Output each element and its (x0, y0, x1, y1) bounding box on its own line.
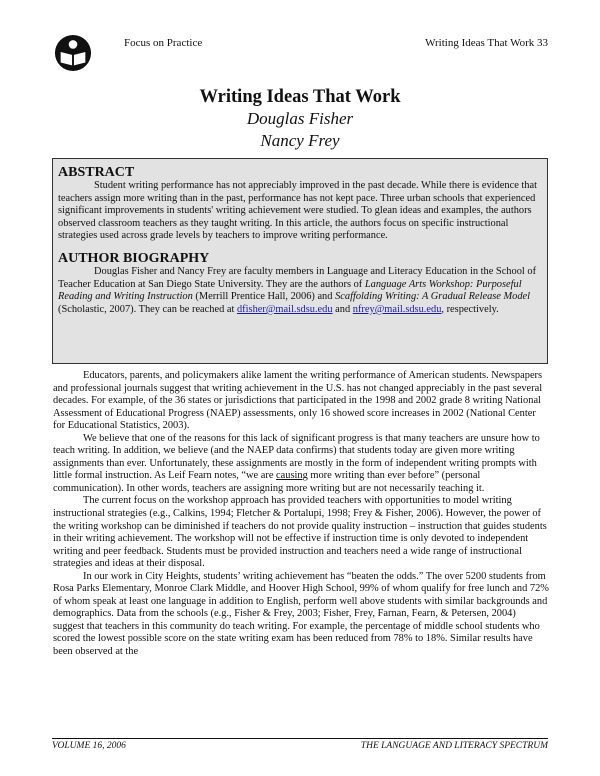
bio-text-1: Douglas Fisher and Nancy Frey are faculty members in Language and Literacy Education in the School of Teacher Education at San Diego State University. They are the authors of (58, 265, 537, 290)
footer-journal: THE LANGUAGE AND LITERACY SPECTRUM (360, 741, 548, 751)
article-title: Writing Ideas That Work (199, 87, 401, 107)
bio-text-2: (Merrill Prentice Hall, 2006) and (192, 291, 336, 303)
footer-rule (52, 738, 548, 739)
para2-text-a: We believe that one of the reasons for this lack of significant progress is that many teachers are unsure how to teach writing. In addition, we believe (and the NAEP data confirms) that students today are given more writing assignments than ever. Unfortunately, these assignments are mostly in the form of independent writing prompts with little formal instruction. As Leif Fearn notes, “we are (53, 432, 540, 482)
body-paragraph-1: Educators, parents, and policymakers alike lament the writing performance of American students. Newspapers and professional journals suggest that writing achievement in the U.S. has not changed appreciably in the past several decades. For example, of the 36 states or jurisdictions that participated in the 1998 and 2002 grade 8 writing National Assessment of Educational Progress (NAEP) assessments, only 16 showed score increases in 2002 (National Center for Educational Statistics, 2003). (53, 370, 543, 432)
article-body (53, 370, 549, 659)
author-2: Nancy Frey (260, 131, 340, 150)
bio-text-3: (Scholastic, 2007). They can be reached at (58, 303, 237, 315)
body-paragraph-4: In our work in City Heights, students’ writing achievement has “beaten the odds.” The over 5200 students from Rosa Parks Elementary, Monroe Clark Middle, and Hoover High School, 99% of whom qualify for free lunch and 72% of whom speak at least one language in addition to English, perform well above students with similar backgrounds and demographics. Data from the schools (e.g., Fisher & Frey, 2003; Fisher, Frey, Farnan, Fearn, & Petersen, 2004) suggest that teachers in this community do teach writing. For example, the percentage of middle school students who scored the lowest possible score on the state writing exam has been reduced from 78% to 18%. Similar results have been observed at the (53, 570, 549, 658)
footer-volume: VOLUME 16, 2006 (52, 741, 126, 751)
bio-text-4: and (332, 303, 353, 315)
book-title-2: Scaffolding Writing: A Gradual Release Model (335, 291, 531, 303)
email-link-frey[interactable]: nfrey@mail.sdsu.edu (352, 303, 442, 315)
email-link-fisher[interactable]: dfisher@mail.sdsu.edu (236, 303, 333, 315)
underlined-word: causing (276, 470, 308, 482)
bio-text-5: , respectively. (441, 303, 499, 315)
abstract-heading: ABSTRACT (58, 165, 135, 180)
body-paragraph-2 (53, 433, 549, 496)
running-header-right: Writing Ideas That Work 33 (425, 37, 548, 49)
para2-text-b: more writing than ever before” (personal communication). In other words, teachers are assigning more writing but are not necessarily teaching it. (53, 470, 485, 494)
book-title-1: Language Arts Workshop: Purposeful Reading and Writing Instruction (58, 278, 522, 303)
author-1: Douglas Fisher (246, 109, 354, 128)
abstract-text: Student writing performance has not appreciably improved in the past decade. While there is evidence that teachers assign more writing than in the past, performance has not kept pace. Three urban schools that experienced significant improvements in students' writing achievement were studied. To glean ideas and examples, the authors observed classroom teachers as they taught writing. In this article, the authors focus on specific instructional strategies used across grade levels by teachers to improve writing performance. (58, 180, 537, 242)
running-header-left: Focus on Practice (124, 37, 203, 49)
body-paragraph-3: The current focus on the workshop approach has provided teachers with opportunities to model writing instructional strategies (e.g., Calkins, 1994; Fletcher & Portalupi, 1998; Frey & Fisher, 2006). However, the power of the writing workshop can be diminished if teachers do not provide quality instruction – instruction that guides students in their writing achievement. The workshop will not be effective if instruction time is only devoted to independent writing and peer feedback. Students must be provided instruction and teachers need a wide range of instructional strategies and ideas at their disposal. (53, 495, 547, 570)
abstract-box (52, 158, 548, 364)
biography-text (58, 266, 541, 316)
biography-heading: AUTHOR BIOGRAPHY (58, 250, 210, 266)
journal-logo (54, 34, 92, 72)
title-block (0, 86, 600, 152)
